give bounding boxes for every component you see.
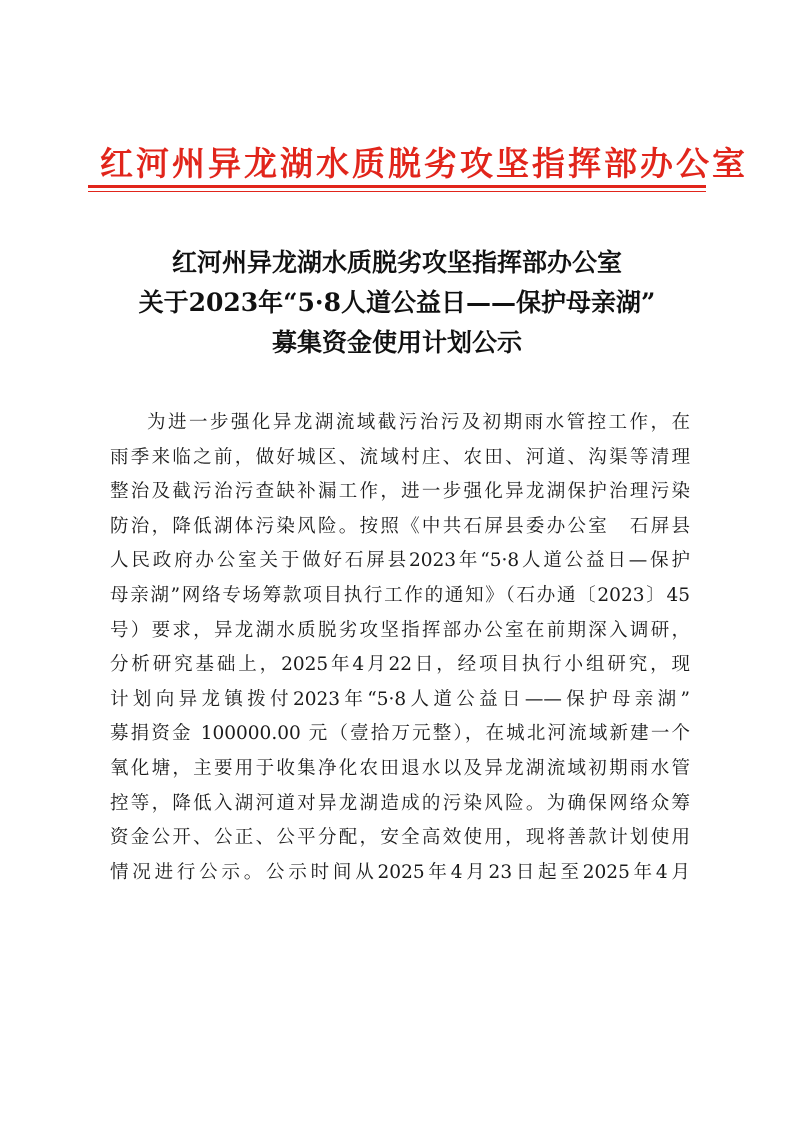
body-line: 防治，降低湖体污染风险。按照《中共石屏县委办公室 石屏县 <box>110 515 690 537</box>
body-paragraph <box>110 406 690 890</box>
body-line: 人民政府办公室关于做好石屏县2023年“5·8人道公益日—保护 <box>110 550 690 572</box>
letterhead-rule-thin <box>88 191 706 192</box>
letterhead-rule-thick <box>88 185 706 188</box>
document-title-line-3: 募集资金使用计划公示 <box>271 328 522 357</box>
body-line: 整治及截污治污查缺补漏工作，进一步强化异龙湖保护治理污染 <box>110 481 690 503</box>
body-line: 为进一步强化异龙湖流域截污治污及初期雨水管控工作，在 <box>147 412 690 433</box>
document-title-line-2: 关于2023年“5·8人道公益日——保护母亲湖” <box>138 288 656 317</box>
body-line: 母亲湖”网络专场筹款项目执行工作的通知》（石办通〔2023〕45 <box>110 584 690 606</box>
document-title-line-1: 红河州异龙湖水质脱劣攻坚指挥部办公室 <box>171 248 622 277</box>
body-line: 雨季来临之前，做好城区、流域村庄、农田、河道、沟渠等清理 <box>110 446 690 468</box>
body-line: 计划向异龙镇拨付2023年“5·8人道公益日——保护母亲湖” <box>110 688 690 710</box>
body-line: 分析研究基础上，2025年4月22日，经项目执行小组研究，现 <box>110 654 690 676</box>
body-line: 情况进行公示。公示时间从2025年4月23日起至2025年4月 <box>110 861 690 883</box>
document-title <box>80 243 714 363</box>
body-line: 号）要求，异龙湖水质脱劣攻坚指挥部办公室在前期深入调研， <box>110 619 690 641</box>
body-line: 募捐资金 100000.00 元（壹拾万元整），在城北河流域新建一个 <box>110 723 690 745</box>
body-line: 氧化塘，主要用于收集净化农田退水以及异龙湖流域初期雨水管 <box>110 757 690 779</box>
body-line: 资金公开、公正、公平分配，安全高效使用，现将善款计划使用 <box>110 827 690 849</box>
letterhead-title: 红河州异龙湖水质脱劣攻坚指挥部办公室 <box>100 144 748 183</box>
body-line: 控等，降低入湖河道对异龙湖造成的污染风险。为确保网络众筹 <box>110 792 690 814</box>
